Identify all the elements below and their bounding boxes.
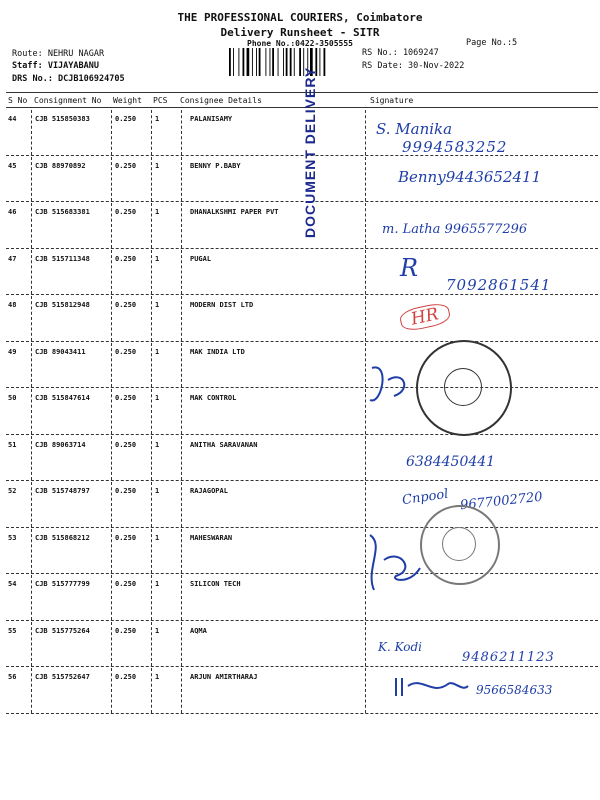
row-weight: 0.250 <box>115 533 137 542</box>
column-separator <box>151 622 152 667</box>
row-divider <box>6 666 598 667</box>
column-separator <box>181 250 182 295</box>
row-weight: 0.250 <box>115 580 137 588</box>
column-separator <box>31 110 32 155</box>
column-separator <box>365 436 366 481</box>
column-separator <box>151 343 152 388</box>
row-weight: 0.250 <box>115 394 137 402</box>
column-separator <box>111 343 112 388</box>
column-separator <box>111 296 112 341</box>
row-consignment-no: CJB 89043411 <box>35 347 86 356</box>
column-separator <box>151 575 152 620</box>
column-separator <box>151 668 152 713</box>
signature-scribble-49 <box>360 360 420 410</box>
column-separator <box>151 436 152 481</box>
col-pcs: PCS <box>153 96 168 105</box>
column-separator <box>181 389 182 434</box>
row-pcs: 1 <box>155 208 160 216</box>
column-separator <box>31 250 32 295</box>
row-divider <box>6 248 598 249</box>
row-pcs: 1 <box>155 161 160 170</box>
phone-56: 9566584633 <box>476 683 553 697</box>
column-separator <box>31 529 32 574</box>
column-separator <box>365 250 366 295</box>
phone-number: Phone No.:0422-3505555 <box>247 39 353 48</box>
row-consignment-no: CJB 515847614 <box>35 394 90 402</box>
column-separator <box>365 622 366 667</box>
column-separator <box>111 668 112 713</box>
row-divider <box>6 480 598 481</box>
column-separator <box>365 296 366 341</box>
row-consignment-no: CJB 515752647 <box>35 673 90 681</box>
row-pcs: 1 <box>155 673 160 681</box>
column-separator <box>31 296 32 341</box>
column-separator <box>181 668 182 713</box>
row-divider <box>6 294 598 295</box>
signature-44: S. Manika <box>376 120 453 138</box>
row-consignee: RAJAGOPAL <box>190 487 228 495</box>
row-consignee: AQMA <box>190 626 207 635</box>
col-consignee: Consignee Details <box>180 96 262 105</box>
column-separator <box>31 389 32 434</box>
row-pcs: 1 <box>155 440 160 449</box>
row-consignment-no: CJB 89063714 <box>35 440 86 449</box>
row-consignee: MAHESWARAN <box>190 533 233 542</box>
barcode <box>228 48 358 76</box>
signature-48: HR <box>398 301 451 333</box>
col-weight: Weight <box>113 96 142 105</box>
row-consignee: DHANALKSHMI PAPER PVT <box>190 208 279 216</box>
row-divider <box>6 620 598 621</box>
column-separator <box>111 575 112 620</box>
row-sno: 48 <box>8 301 17 309</box>
column-separator <box>31 668 32 713</box>
rs-date: RS Date: 30-Nov-2022 <box>362 61 465 71</box>
column-separator <box>181 157 182 202</box>
column-separator <box>151 157 152 202</box>
column-separator <box>31 436 32 481</box>
page-number: Page No.:5 <box>466 38 518 48</box>
row-weight: 0.250 <box>115 626 137 635</box>
row-consignee: ARJUN AMIRTHARAJ <box>190 673 258 681</box>
column-separator <box>181 622 182 667</box>
company-seal-mak-controls <box>416 340 512 436</box>
row-consignee: ANITHA SARAVANAN <box>190 440 258 449</box>
row-sno: 51 <box>8 440 17 449</box>
row-pcs: 1 <box>155 533 160 542</box>
row-weight: 0.250 <box>115 254 137 263</box>
route: Route: NEHRU NAGAR <box>12 49 105 59</box>
row-sno: 54 <box>8 580 17 588</box>
col-signature: Signature <box>370 96 414 105</box>
row-pcs: 1 <box>155 487 160 495</box>
column-separator <box>151 250 152 295</box>
row-pcs: 1 <box>155 580 160 588</box>
row-weight: 0.250 <box>115 208 137 216</box>
phone-47: 7092861541 <box>446 276 552 294</box>
row-consignment-no: CJB 515683381 <box>35 208 90 216</box>
row-consignment-no: CJB 88970892 <box>35 161 86 170</box>
signature-45: Benny9443652411 <box>398 168 542 186</box>
column-separator <box>111 250 112 295</box>
row-sno: 44 <box>8 115 17 123</box>
row-pcs: 1 <box>155 626 160 635</box>
column-separator <box>111 157 112 202</box>
column-separator <box>111 436 112 481</box>
row-sno: 47 <box>8 254 17 263</box>
row-pcs: 1 <box>155 115 160 123</box>
column-separator <box>151 389 152 434</box>
column-separator <box>151 296 152 341</box>
document-title: Delivery Runsheet - SITR <box>220 26 380 39</box>
row-consignment-no: CJB 515777799 <box>35 580 90 588</box>
row-sno: 45 <box>8 161 17 170</box>
column-separator <box>365 482 366 527</box>
row-consignment-no: CJB 515748797 <box>35 487 90 495</box>
document-delivery-stamp: DOCUMENT DELIVERY <box>302 66 318 238</box>
signature-51: 6384450441 <box>406 454 496 470</box>
column-separator <box>111 389 112 434</box>
row-pcs: 1 <box>155 394 160 402</box>
row-consignment-no: CJB 515868212 <box>35 533 90 542</box>
row-divider <box>6 527 598 528</box>
column-separator <box>111 203 112 248</box>
column-separator <box>31 157 32 202</box>
drs-number: DRS No.: DCJB106924705 <box>12 74 125 84</box>
row-consignee: PALANISAMY <box>190 115 233 123</box>
rs-number: RS No.: 1069247 <box>362 48 439 58</box>
row-weight: 0.250 <box>115 347 137 356</box>
column-separator <box>31 203 32 248</box>
row-consignee: BENNY P.BABY <box>190 161 241 170</box>
column-separator <box>365 203 366 248</box>
row-divider <box>6 713 598 714</box>
row-sno: 56 <box>8 673 17 681</box>
column-separator <box>111 529 112 574</box>
row-consignee: MAK CONTROL <box>190 394 237 402</box>
phone-52: 9677002720 <box>459 489 544 514</box>
row-consignment-no: CJB 515850383 <box>35 115 90 123</box>
column-separator <box>181 343 182 388</box>
col-consignment: Consignment No <box>34 96 102 105</box>
company-name: THE PROFESSIONAL COURIERS, Coimbatore <box>177 11 423 24</box>
row-weight: 0.250 <box>115 673 137 681</box>
column-separator <box>151 203 152 248</box>
column-separator <box>31 575 32 620</box>
column-separator <box>31 622 32 667</box>
row-consignee: SILICON TECH <box>190 580 241 588</box>
column-separator <box>181 482 182 527</box>
column-separator <box>181 529 182 574</box>
column-separator <box>181 436 182 481</box>
row-sno: 50 <box>8 394 17 402</box>
phone-44: 9994583252 <box>402 138 508 156</box>
col-sno: S No <box>8 96 28 105</box>
row-weight: 0.250 <box>115 301 137 309</box>
row-consignee: MODERN DIST LTD <box>190 301 254 309</box>
column-separator <box>181 110 182 155</box>
row-consignee: MAK INDIA LTD <box>190 347 245 356</box>
column-separator <box>181 203 182 248</box>
row-consignee: PUGAL <box>190 254 212 263</box>
row-consignment-no: CJB 515775264 <box>35 626 90 635</box>
signature-55: K. Kodi <box>378 640 422 654</box>
column-separator <box>365 668 366 713</box>
column-separator <box>151 482 152 527</box>
signature-52: Cnpool <box>401 486 450 509</box>
column-separator <box>365 157 366 202</box>
staff: Staff: VIJAYABANU <box>12 61 99 71</box>
row-sno: 49 <box>8 347 17 356</box>
column-separator <box>111 482 112 527</box>
signature-47: R <box>400 254 419 282</box>
signature-46: m. Latha 9965577296 <box>382 222 528 237</box>
column-separator <box>151 529 152 574</box>
column-separator <box>365 110 366 155</box>
row-pcs: 1 <box>155 347 160 356</box>
row-pcs: 1 <box>155 254 160 263</box>
row-divider <box>6 573 598 574</box>
row-pcs: 1 <box>155 301 160 309</box>
row-consignment-no: CJB 515711348 <box>35 254 90 263</box>
column-separator <box>151 110 152 155</box>
row-consignment-no: CJB 515812948 <box>35 301 90 309</box>
row-weight: 0.250 <box>115 440 137 449</box>
row-weight: 0.250 <box>115 115 137 123</box>
column-separator <box>31 482 32 527</box>
column-separator <box>181 296 182 341</box>
column-separator <box>111 622 112 667</box>
row-sno: 53 <box>8 533 17 542</box>
column-separator <box>111 110 112 155</box>
column-separator <box>31 343 32 388</box>
signature-scribble-56 <box>392 672 472 702</box>
column-separator <box>181 575 182 620</box>
row-sno: 46 <box>8 208 17 216</box>
row-sno: 55 <box>8 626 17 635</box>
phone-55: 9486211123 <box>462 650 555 665</box>
company-seal-faded <box>420 505 500 585</box>
row-weight: 0.250 <box>115 161 137 170</box>
row-weight: 0.250 <box>115 487 137 495</box>
row-sno: 52 <box>8 487 17 495</box>
